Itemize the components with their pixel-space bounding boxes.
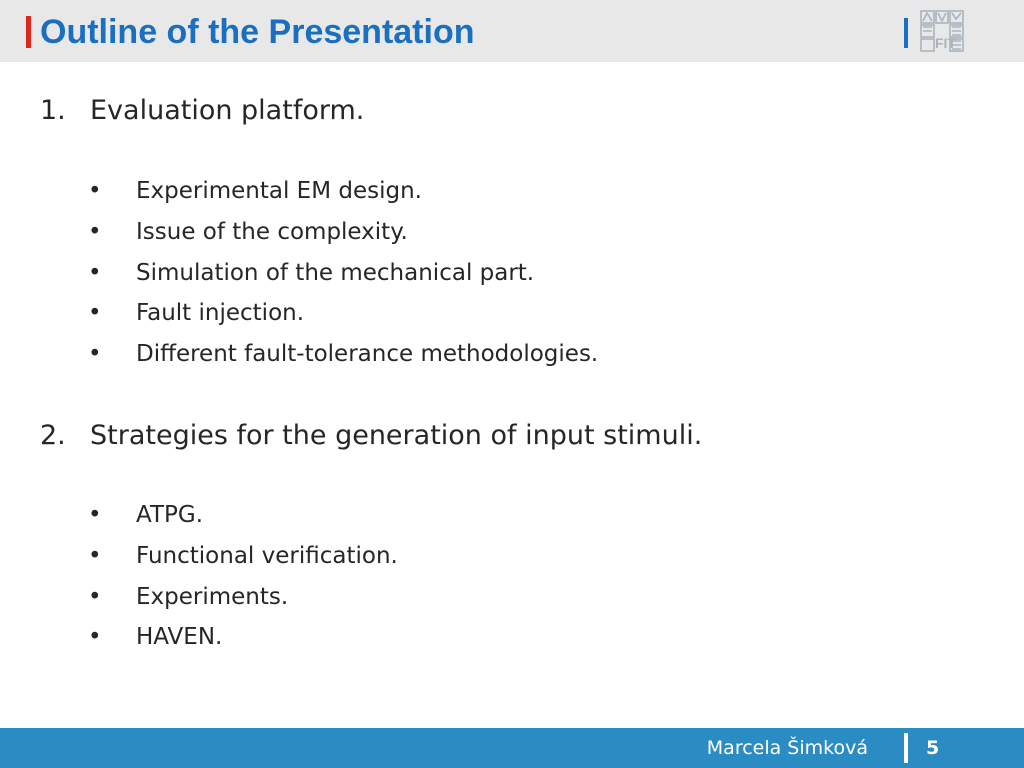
slide-footer <box>0 728 1024 768</box>
bullet-text: Simulation of the mechanical part. <box>136 260 535 286</box>
bullet-text: Experimental EM design. <box>136 178 422 204</box>
bullet-text: Functional verification. <box>136 543 398 569</box>
bullet-dot: • <box>88 584 102 610</box>
bullet-text: ATPG. <box>136 502 204 528</box>
bullet-text: Issue of the complexity. <box>136 219 408 245</box>
bullet-item <box>88 217 408 247</box>
bullet-item <box>88 258 534 288</box>
bullet-dot: • <box>88 543 102 569</box>
svg-text:FIT: FIT <box>935 35 956 51</box>
bullet-dot: • <box>88 219 102 245</box>
bullet-text: HAVEN. <box>136 624 223 650</box>
bullet-dot: • <box>88 624 102 650</box>
section-heading <box>40 419 702 453</box>
bullet-dot: • <box>88 178 102 204</box>
bullet-item <box>88 500 203 530</box>
section-number: 1. <box>40 95 66 126</box>
bullet-item <box>88 176 422 206</box>
section-number: 2. <box>40 420 66 451</box>
section-heading-text: Strategies for the generation of input stimuli. <box>90 420 703 451</box>
footer-divider <box>904 733 908 763</box>
bullet-item <box>88 541 398 571</box>
section-heading <box>40 94 364 128</box>
bullet-item <box>88 339 598 369</box>
author-name: Marcela Šimková <box>706 737 868 759</box>
bullet-dot: • <box>88 502 102 528</box>
page-number: 5 <box>926 737 940 759</box>
bullet-item <box>88 298 304 328</box>
bullet-dot: • <box>88 260 102 286</box>
bullet-text: Experiments. <box>136 584 289 610</box>
bullet-item <box>88 582 288 612</box>
bullet-text: Fault injection. <box>136 300 305 326</box>
bullet-dot: • <box>88 300 102 326</box>
section-heading-text: Evaluation platform. <box>90 95 365 126</box>
bullet-item <box>88 622 222 652</box>
bullet-dot: • <box>88 341 102 367</box>
bullet-text: Different fault-tolerance methodologies. <box>136 341 599 367</box>
slide-title: Outline of the Presentation <box>40 13 475 51</box>
